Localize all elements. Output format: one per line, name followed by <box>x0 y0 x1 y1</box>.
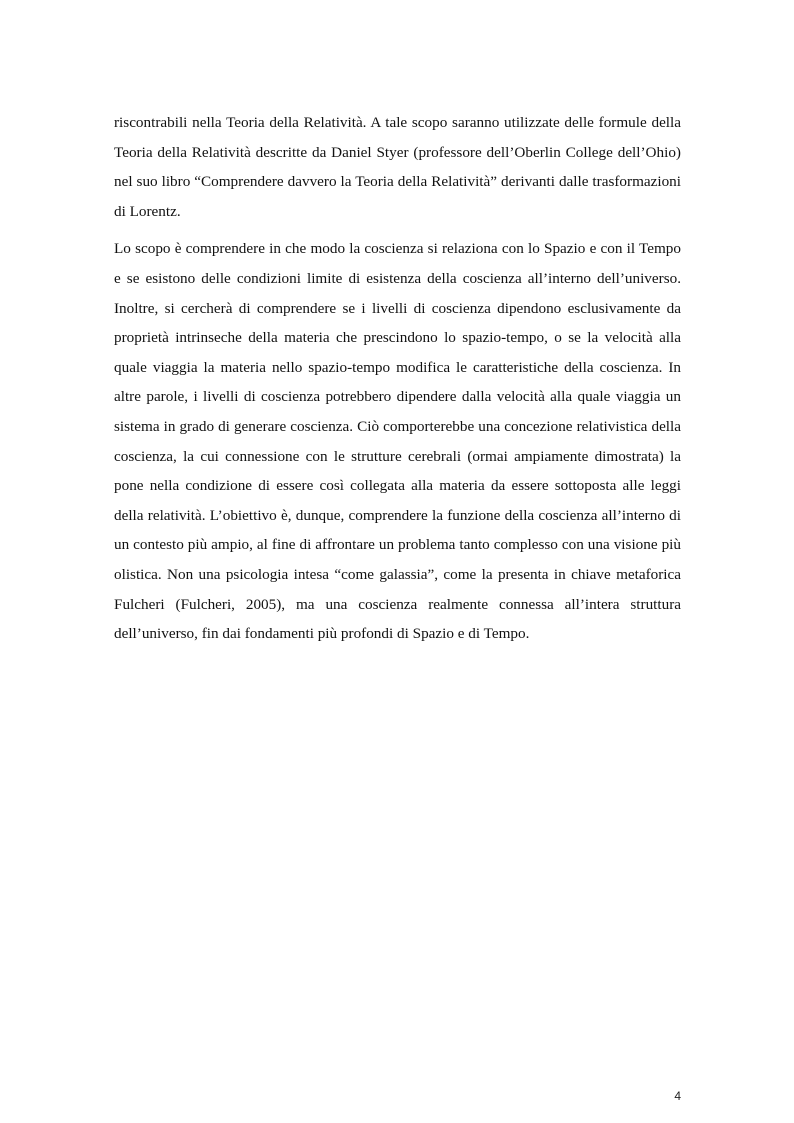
page-number: 4 <box>674 1089 681 1103</box>
paragraph-2: Lo scopo è comprendere in che modo la coscienza si relaziona con lo Spazio e con il Tempo e se esistono delle condizioni limite di esistenza della coscienza all’interno dell’universo. Inoltre, si cercherà di comprendere se i livelli di coscienza dipendono esclusivamente da proprietà intrinseche della materia che prescindono lo spazio-tempo, o se la velocità alla quale viaggia la materia nello spazio-tempo modifica le caratteristiche della coscienza. In altre parole, i livelli di coscienza potrebbero dipendere dalla velocità alla quale viaggia un sistema in grado di generare coscienza. Ciò comporterebbe una concezione relativistica della coscienza, la cui connessione con le strutture cerebrali (ormai ampiamente dimostrata) la pone nella condizione di essere così collegata alla materia da essere sottoposta alle leggi della relatività. L’obiettivo è, dunque, comprendere la funzione della coscienza all’interno di un contesto più ampio, al fine di affrontare un problema tanto complesso con una visione più olistica. Non una psicologia intesa “come galassia”, come la presenta in chiave metaforica Fulcheri (Fulcheri, 2005), ma una coscienza realmente connessa all’intera struttura dell’universo, fin dai fondamenti più profondi di Spazio e di Tempo. <box>114 240 681 643</box>
paragraph-1: riscontrabili nella Teoria della Relatività. A tale scopo saranno utilizzate delle formule della Teoria della Relatività descritte da Daniel Styer (professore dell’Oberlin College dell’Ohio) nel suo libro “Comprendere davvero la Teoria della Relatività” derivanti dalle trasformazioni di Lorentz. <box>114 114 681 220</box>
body-text <box>114 108 681 649</box>
